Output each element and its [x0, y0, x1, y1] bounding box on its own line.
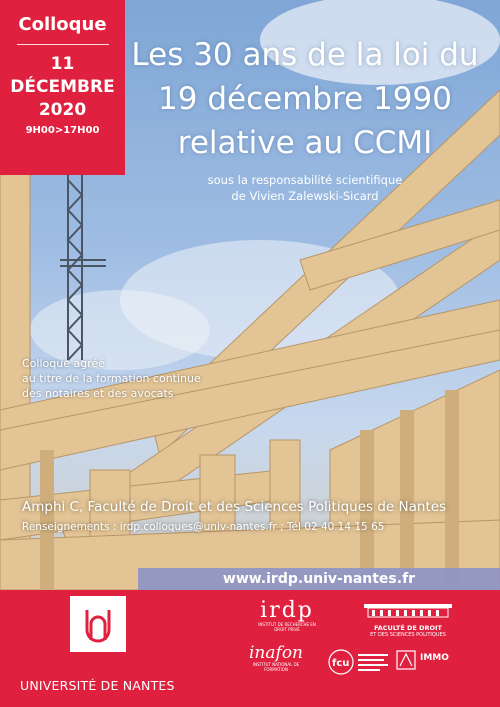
- accreditation-note: [22, 356, 201, 401]
- subtitle: [160, 172, 450, 204]
- event-day: 11: [50, 54, 75, 74]
- building-icon: [358, 598, 458, 618]
- fcu-logo-icon: [328, 647, 392, 677]
- immo-logo: [396, 650, 486, 674]
- immo-label: IMMO: [420, 653, 449, 663]
- faculty-logo: [358, 598, 458, 638]
- title-line: relative au CCMI: [177, 125, 433, 161]
- website-link[interactable]: www.irdp.univ-nantes.fr: [138, 568, 500, 590]
- venue: Amphi C, Faculté de Droit et des Sciences Politiques de Nantes: [22, 499, 447, 515]
- irdp-label: irdp: [260, 598, 314, 623]
- event-year: 2020: [38, 100, 87, 120]
- poster-title: [130, 33, 480, 165]
- accreditation-line: Colloque agréé: [22, 357, 106, 370]
- event-hours: 9H00>17H00: [25, 125, 100, 136]
- subtitle-line: de Vivien Zalewski-Sicard: [231, 189, 379, 203]
- immo-icon: [396, 650, 416, 670]
- university-logo-icon: [70, 596, 126, 652]
- inafon-sub: INSTITUT NATIONAL DE FORMATION: [252, 662, 300, 672]
- inafon-logo: [246, 644, 306, 672]
- fcu-label: fcu: [332, 658, 350, 669]
- irdp-sub: INSTITUT DE RECHERCHE EN DROIT PRIVÉ: [258, 622, 316, 632]
- title-line: Les 30 ans de la loi du: [131, 37, 479, 73]
- accreditation-line: des notaires et des avocats: [22, 387, 174, 400]
- event-month: DÉCEMBRE: [10, 77, 115, 97]
- divider: [17, 44, 109, 45]
- contact-info: Renseignements : irdp.colloques@univ-nantes.fr ; Tél 02 40 14 15 65: [22, 521, 385, 533]
- faculty-sub: ET DES SCIENCES POLITIQUES: [370, 632, 446, 638]
- irdp-logo: [252, 600, 322, 632]
- date-box: [0, 0, 125, 175]
- footer-logos: [0, 590, 500, 707]
- accreditation-line: au titre de la formation continue: [22, 372, 201, 385]
- university-name: UNIVERSITÉ DE NANTES: [20, 678, 175, 693]
- faculty-name: FACULTÉ DE DROIT: [374, 624, 442, 632]
- event-type: Colloque: [18, 14, 107, 35]
- inafon-label: inafon: [249, 643, 303, 663]
- subtitle-line: sous la responsabilité scientifique: [207, 173, 403, 187]
- title-line: 19 décembre 1990: [158, 81, 452, 117]
